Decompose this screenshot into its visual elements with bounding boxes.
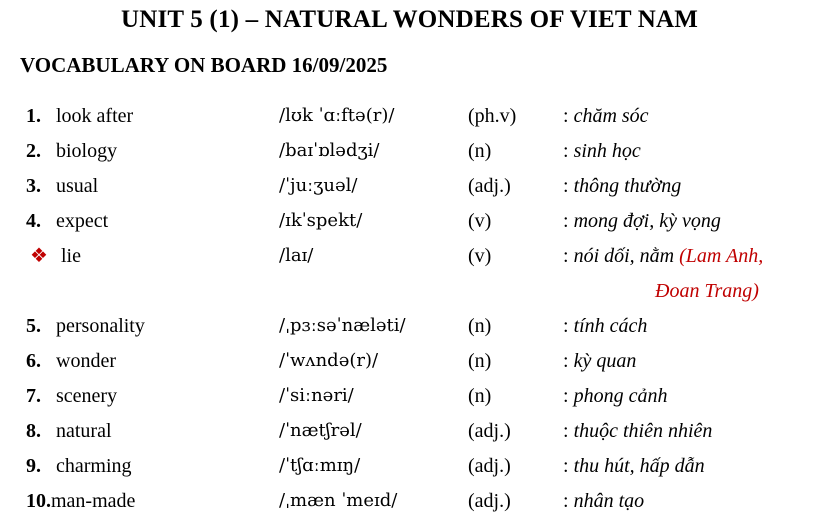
row-number: 2. (26, 140, 41, 162)
meaning-text: kỳ quan (573, 350, 637, 372)
vocab-word: usual (56, 175, 99, 197)
vocab-meaning (563, 384, 667, 408)
meaning-text: mong đợi, kỳ vọng (573, 210, 721, 232)
vocab-meaning (563, 349, 636, 373)
vocab-pos: (n) (468, 350, 492, 372)
vocab-meaning (563, 489, 644, 513)
row-number: 1. (26, 105, 41, 127)
vocab-word: man-made (51, 490, 136, 512)
vocab-word: biology (56, 140, 118, 162)
vocab-pos: (n) (468, 315, 492, 337)
vocab-word: natural (56, 420, 112, 442)
vocab-meaning (563, 104, 649, 128)
vocab-pos: (adj.) (468, 175, 511, 197)
vocab-row (0, 314, 819, 349)
vocab-ipa: /ˈnætʃrəl/ (279, 420, 362, 441)
vocab-meaning (563, 244, 763, 268)
colon: : (563, 455, 569, 477)
row-number: 8. (26, 420, 41, 442)
vocab-extra-row-continued (0, 279, 819, 314)
vocab-word: charming (56, 455, 132, 477)
diamond-bullet-icon: ❖ (30, 245, 48, 267)
vocab-ipa: /laɪ/ (279, 245, 314, 266)
meaning-text: nhân tạo (573, 490, 645, 512)
vocab-row (0, 384, 819, 419)
vocab-pos: (ph.v) (468, 105, 517, 127)
vocab-word: scenery (56, 385, 118, 407)
vocab-ipa: /ˈwʌndə(r)/ (279, 350, 379, 371)
vocab-row (0, 209, 819, 244)
meaning-text: nói dối, nằm (573, 245, 675, 267)
vocab-pos: (v) (468, 245, 492, 267)
colon: : (563, 350, 569, 372)
vocab-word: expect (56, 210, 109, 232)
row-number: 5. (26, 315, 41, 337)
vocab-pos: (adj.) (468, 455, 511, 477)
vocab-pos: (adj.) (468, 490, 511, 512)
vocab-ipa: /ɪkˈspekt/ (279, 210, 363, 231)
vocab-meaning (563, 174, 681, 198)
page-title: UNIT 5 (1) – NATURAL WONDERS OF VIET NAM (120, 6, 699, 33)
row-number: 4. (26, 210, 41, 232)
vocab-word: lie (61, 245, 81, 267)
vocab-row (0, 104, 819, 139)
vocab-ipa: /baɪˈɒlədʒi/ (279, 140, 380, 161)
vocab-word: personality (56, 315, 145, 337)
vocab-row (0, 489, 819, 524)
row-number: 9. (26, 455, 41, 477)
vocab-meaning (563, 454, 705, 478)
vocab-ipa: /ˈjuːʒuəl/ (279, 175, 358, 196)
colon: : (563, 175, 569, 197)
colon: : (563, 315, 569, 337)
vocab-ipa: /ˌpɜːsəˈnæləti/ (279, 315, 406, 336)
colon: : (563, 385, 569, 407)
vocab-extra-row (0, 244, 819, 279)
contributors-line-1: (Lam Anh, (679, 245, 764, 267)
vocab-meaning (563, 419, 712, 443)
meaning-text: thuộc thiên nhiên (573, 420, 713, 442)
meaning-text: phong cảnh (573, 385, 668, 407)
row-number: 10. (26, 490, 51, 512)
row-number: 6. (26, 350, 41, 372)
vocab-ipa: /lʊk ˈɑːftə(r)/ (279, 105, 395, 126)
vocab-row (0, 349, 819, 384)
vocab-pos: (v) (468, 210, 492, 232)
colon: : (563, 105, 569, 127)
meaning-text: thông thường (573, 175, 682, 197)
colon: : (563, 210, 569, 232)
vocab-row (0, 454, 819, 489)
vocab-ipa: /ˈtʃɑːmɪŋ/ (279, 455, 361, 476)
row-number: 3. (26, 175, 41, 197)
vocab-meaning (563, 139, 641, 163)
colon: : (563, 245, 569, 267)
colon: : (563, 420, 569, 442)
page-subtitle: VOCABULARY ON BOARD 16/09/2025 (20, 53, 388, 77)
meaning-text: chăm sóc (573, 105, 649, 127)
meaning-text: thu hút, hấp dẫn (573, 455, 705, 477)
meaning-text: tính cách (573, 315, 648, 337)
vocab-word: look after (56, 105, 134, 127)
vocab-meaning (563, 314, 647, 338)
vocab-meaning (563, 209, 721, 233)
vocab-ipa: /ˈsiːnəri/ (279, 385, 354, 406)
contributors-line-2: Đoan Trang) (655, 280, 759, 302)
vocab-row (0, 174, 819, 209)
row-number: 7. (26, 385, 41, 407)
colon: : (563, 490, 569, 512)
vocab-row (0, 419, 819, 454)
vocab-ipa: /ˌmæn ˈmeɪd/ (279, 490, 398, 511)
vocab-word: wonder (56, 350, 116, 372)
vocab-pos: (n) (468, 385, 492, 407)
meaning-text: sinh học (573, 140, 641, 162)
colon: : (563, 140, 569, 162)
vocab-row (0, 139, 819, 174)
vocab-pos: (n) (468, 140, 492, 162)
vocab-pos: (adj.) (468, 420, 511, 442)
